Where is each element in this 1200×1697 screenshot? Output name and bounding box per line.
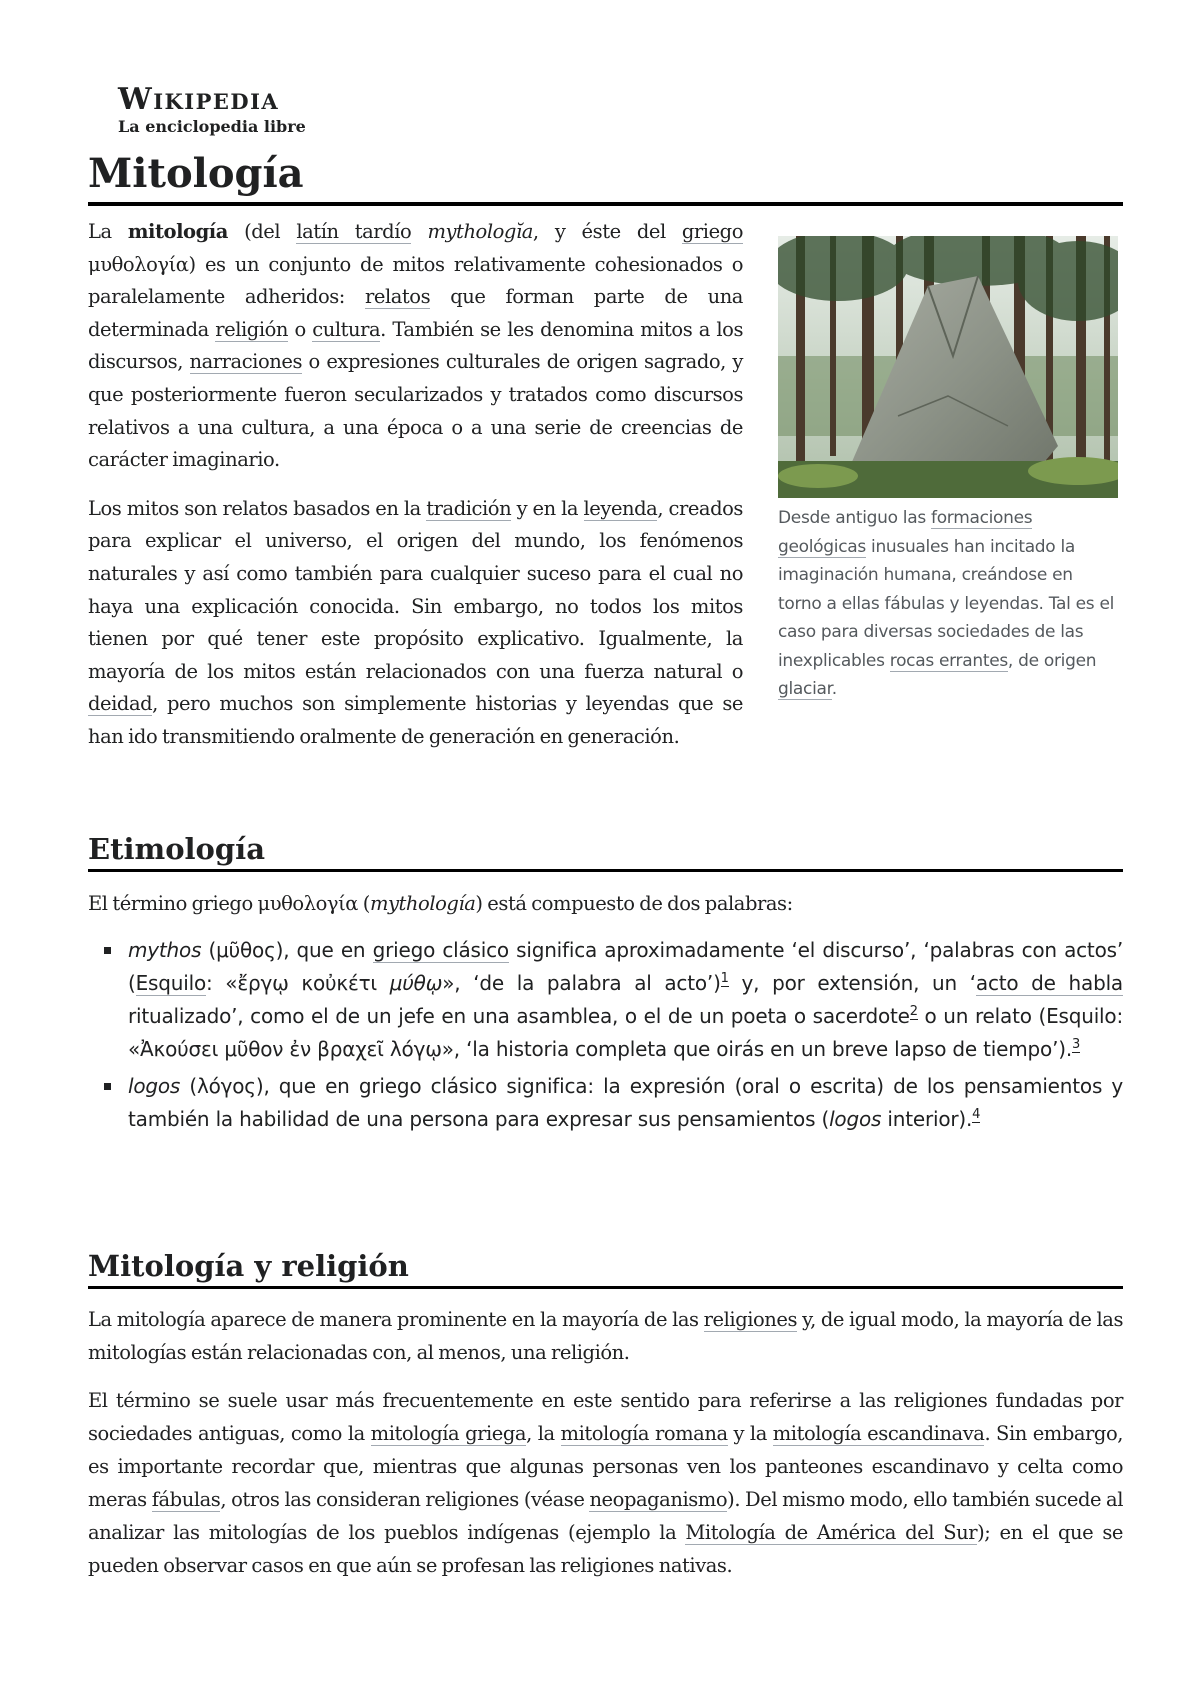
list-item-logos — [88, 1070, 1123, 1136]
text: inusuales han incitado la imaginación humana, creándose en torno a ellas fábulas y leyendas. Tal es el caso para diversas sociedades de las inexplicables — [778, 536, 1115, 671]
link-glaciar[interactable]: glaciar — [778, 679, 832, 699]
text: , creados para explicar el universo, el origen del mundo, los fenómenos naturales y así como también para cualquier suceso para el cual no haya una explicación conocida. Sin embargo, no todos los mitos tienen por qué tener este propósito explicativo. Igualmente, la mayoría de los mitos están relacionados con una fuerza natural o — [88, 496, 743, 683]
text: y la — [727, 1422, 773, 1445]
link-griego[interactable]: griego — [681, 220, 743, 243]
text: , la — [526, 1422, 561, 1445]
page-title: Mitología — [88, 146, 1123, 206]
intro-section — [88, 216, 743, 770]
text: : «ἔργῳ κοὐκέτι — [206, 971, 390, 995]
text: », ‘de la palabra al acto’) — [442, 971, 721, 995]
link-religiones[interactable]: religiones — [703, 1308, 798, 1331]
intro-paragraph-1 — [88, 216, 743, 477]
link-religion[interactable]: religión — [215, 317, 289, 341]
text: (λόγος), que en griego clásico significa: la expresión (oral o escrita) de los pensamientos y también la habilidad de una persona para expresar sus pensamientos ( — [128, 1074, 1123, 1131]
link-mitologia-america-del-sur[interactable]: Mitología de América del Sur — [685, 1521, 978, 1544]
religion-paragraph-2 — [88, 1384, 1123, 1582]
erratic-boulder-photo[interactable] — [778, 236, 1118, 498]
italic-term: mythologĭa — [427, 220, 533, 243]
link-esquilo[interactable]: Esquilo — [135, 971, 206, 995]
text: La — [88, 220, 128, 243]
link-formaciones-geologicas[interactable]: formaciones geológicas — [778, 508, 1033, 557]
religion-paragraph-1 — [88, 1303, 1123, 1369]
italic-term: mythos — [128, 938, 202, 962]
text: , pero muchos son simplemente historias y leyendas que se han ido transmitiendo oralmente de generación en generación. — [88, 692, 743, 748]
text: y, de igual modo, la mayoría de las mitologías están relacionadas con, al menos, una religión. — [88, 1308, 1123, 1364]
footnote-link-1[interactable]: 1 — [720, 971, 729, 987]
text: que forman parte de una determinada — [88, 285, 743, 341]
etimologia-list — [88, 934, 1123, 1136]
text: y en la — [511, 496, 584, 520]
footnote-ref — [721, 971, 729, 987]
heading-mitologia-y-religion: Mitología y religión — [88, 1246, 1123, 1289]
text: o — [288, 317, 313, 341]
link-griego-clasico[interactable]: griego clásico — [372, 938, 509, 962]
text: , de origen — [1007, 650, 1097, 671]
etimologia-section — [88, 887, 1123, 1136]
text: , otros las consideran religiones (véase — [220, 1488, 590, 1511]
footnote-link-2[interactable]: 2 — [909, 1004, 918, 1020]
text — [411, 220, 427, 243]
text: El término griego μυθολογία ( — [88, 892, 370, 915]
logo-wordmark: Wikipedia — [118, 82, 280, 117]
link-narraciones[interactable]: narraciones — [189, 350, 303, 374]
link-leyenda[interactable]: leyenda — [583, 496, 658, 520]
bold-term: mitología — [127, 220, 228, 243]
text: o un relato (Esquilo: «Ἀκούσει μῦθον ἐν βραχεῖ λόγῳ», ‘la historia completa que oirás en un breve lapso de tiempo’). — [128, 1004, 1123, 1061]
text: o expresiones culturales de origen sagrado, y que posteriormente fueron secularizados y tratados como discursos relativos a una cultura, a una época o a una serie de creencias de carácter imaginario. — [88, 350, 743, 472]
link-tradicion[interactable]: tradición — [426, 496, 512, 520]
list-item-mythos — [88, 934, 1123, 1066]
link-acto-de-habla[interactable]: acto de habla — [975, 971, 1123, 995]
italic-term: logos — [829, 1107, 882, 1131]
logo-tagline: La enciclopedia libre — [118, 117, 306, 136]
link-deidad[interactable]: deidad — [88, 692, 153, 716]
text: ). Del mismo modo, ello también sucede al analizar las mitologías de los pueblos indígenas (ejemplo la — [88, 1488, 1124, 1544]
text: La mitología aparece de manera prominente en la mayoría de las — [88, 1308, 704, 1331]
link-cultura[interactable]: cultura — [312, 317, 381, 341]
footnote-ref — [1072, 1037, 1080, 1053]
bullet-icon — [104, 947, 111, 954]
text: . También se les denomina mitos a los discursos, — [88, 317, 743, 374]
etimologia-intro — [88, 887, 1123, 920]
intro-paragraph-2 — [88, 493, 743, 754]
text: significa aproximadamente ‘el discurso’, ‘palabras con actos’ ( — [128, 938, 1123, 995]
text: ) está compuesto de dos palabras: — [475, 892, 793, 915]
link-fabulas[interactable]: fábulas — [151, 1488, 221, 1511]
text: Desde antiguo las — [778, 508, 932, 528]
religion-section — [88, 1303, 1123, 1582]
bullet-icon — [104, 1083, 111, 1090]
heading-etimologia: Etimología — [88, 829, 1123, 872]
text: . Sin embargo, es importante recordar que, mientras que algunas personas ven los panteones escandinavo y celta como meras — [88, 1422, 1123, 1511]
link-mitologia-escandinava[interactable]: mitología escandinava — [772, 1422, 985, 1445]
link-mitologia-griega[interactable]: mitología griega — [370, 1422, 527, 1445]
text: ); en el que se pueden observar casos en que aún se profesan las religiones nativas. — [88, 1521, 1123, 1577]
text: , y éste del — [532, 220, 682, 243]
link-rocas-errantes[interactable]: rocas errantes — [889, 650, 1008, 671]
link-latin-tardio[interactable]: latín tardío — [296, 220, 412, 243]
footnote-ref — [910, 1004, 918, 1020]
text: ritualizado’, como el de un jefe en una asamblea, o el de un poeta o sacerdote — [128, 1004, 910, 1028]
text: Los mitos son relatos basados en la — [88, 496, 427, 520]
figure-caption — [778, 504, 1118, 704]
wikipedia-logo[interactable] — [118, 83, 306, 136]
link-relatos[interactable]: relatos — [364, 285, 431, 309]
footnote-ref — [972, 1107, 980, 1123]
text: μυθολογία) es un conjunto de mitos relativamente cohesionados o paralelamente adheridos: — [88, 252, 743, 309]
text: (μῦθος), que en — [201, 938, 373, 962]
text: El término se suele usar más frecuentemente en este sentido para referirse a las religiones fundadas por sociedades antiguas, como la — [88, 1389, 1123, 1445]
text: y, por extensión, un ‘ — [728, 971, 976, 995]
footnote-link-3[interactable]: 3 — [1072, 1037, 1081, 1053]
text: (del — [227, 220, 297, 243]
italic-term: mythología — [369, 892, 476, 915]
link-mitologia-romana[interactable]: mitología romana — [560, 1422, 728, 1445]
footnote-link-4[interactable]: 4 — [972, 1107, 981, 1123]
text: interior). — [881, 1107, 973, 1131]
forest-boulder-image — [778, 236, 1118, 498]
italic-term: μύθῳ — [389, 971, 443, 995]
text: . — [831, 679, 837, 699]
link-neopaganismo[interactable]: neopaganismo — [589, 1488, 728, 1511]
italic-term: logos — [128, 1074, 181, 1098]
infobox-figure — [778, 236, 1118, 704]
